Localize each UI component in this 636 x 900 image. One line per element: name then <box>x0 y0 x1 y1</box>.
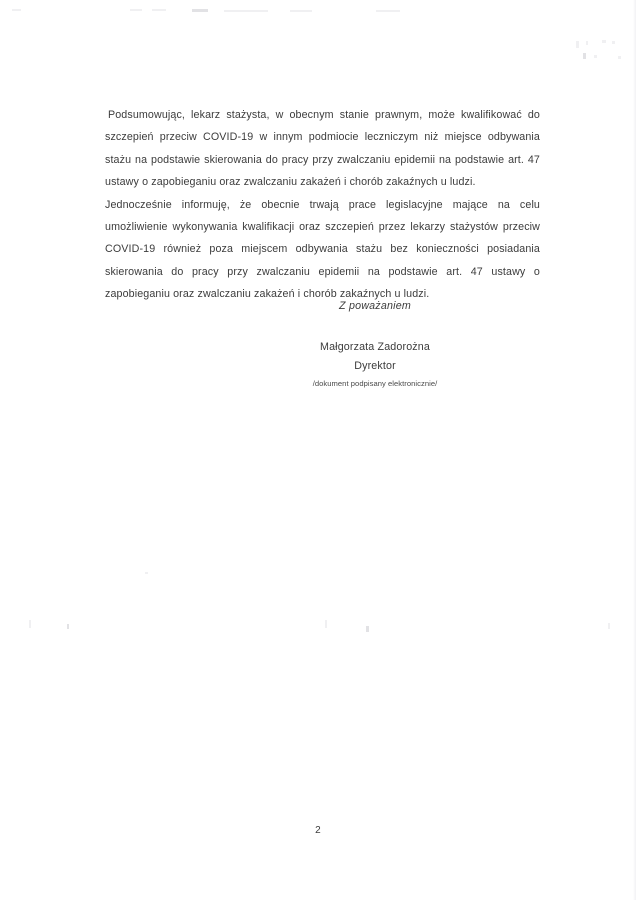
scan-artifact <box>608 623 610 629</box>
scan-artifact <box>618 56 621 59</box>
document-body <box>105 104 540 306</box>
scan-artifact <box>67 624 69 629</box>
scan-artifact <box>594 55 597 58</box>
scan-artifact <box>602 40 606 43</box>
scan-artifact <box>12 9 21 11</box>
scan-artifact <box>145 572 148 574</box>
signer-name: Małgorzata Zadorożna <box>320 341 430 353</box>
body-paragraph-1: Podsumowując, lekarz stażysta, w obecnym stanie prawnym, może kwalifikować do szczepień przeciw COVID-19 w innym podmiocie leczniczym niż miejsce odbywania stażu na podstawie skierowania do pracy przy zwalczaniu epidemii na podstawie art. 47 ustawy o zapobieganiu oraz zwalczaniu zakażeń i chorób zakaźnych u ludzi. <box>105 109 540 189</box>
closing-block <box>262 297 488 315</box>
signature-block <box>262 338 488 390</box>
scan-artifact <box>586 41 588 45</box>
electronic-signature-note: /dokument podpisany elektronicznie/ <box>312 379 438 388</box>
scan-artifact <box>152 9 166 11</box>
scan-artifact <box>366 626 369 632</box>
scan-artifact <box>130 9 142 11</box>
scan-artifact <box>583 53 586 59</box>
scan-artifact <box>290 10 312 12</box>
page-number: 2 <box>315 825 321 836</box>
scan-artifact <box>576 41 579 48</box>
signer-title: Dyrektor <box>354 360 396 372</box>
closing-salutation: Z poważaniem <box>339 300 411 312</box>
scan-artifact <box>224 10 268 12</box>
scan-artifact <box>29 620 31 628</box>
scan-artifact <box>376 10 400 12</box>
scan-artifact <box>325 620 327 628</box>
body-paragraph-2: Jednocześnie informuję, że obecnie trwają prace legislacyjne mające na celu umożliwienie wykonywania kwalifikacji oraz szczepień przez lekarzy stażystów przeciw COVID-19 również poza miejscem odbywania stażu bez konieczności posiadania skierowania do pracy przy zwalczaniu epidemii na podstawie art. 47 ustawy o zapobieganiu oraz zwalczaniu zakażeń i chorób zakaźnych u ludzi. <box>105 198 540 301</box>
scan-artifact <box>192 9 208 12</box>
scan-artifact <box>612 41 615 44</box>
